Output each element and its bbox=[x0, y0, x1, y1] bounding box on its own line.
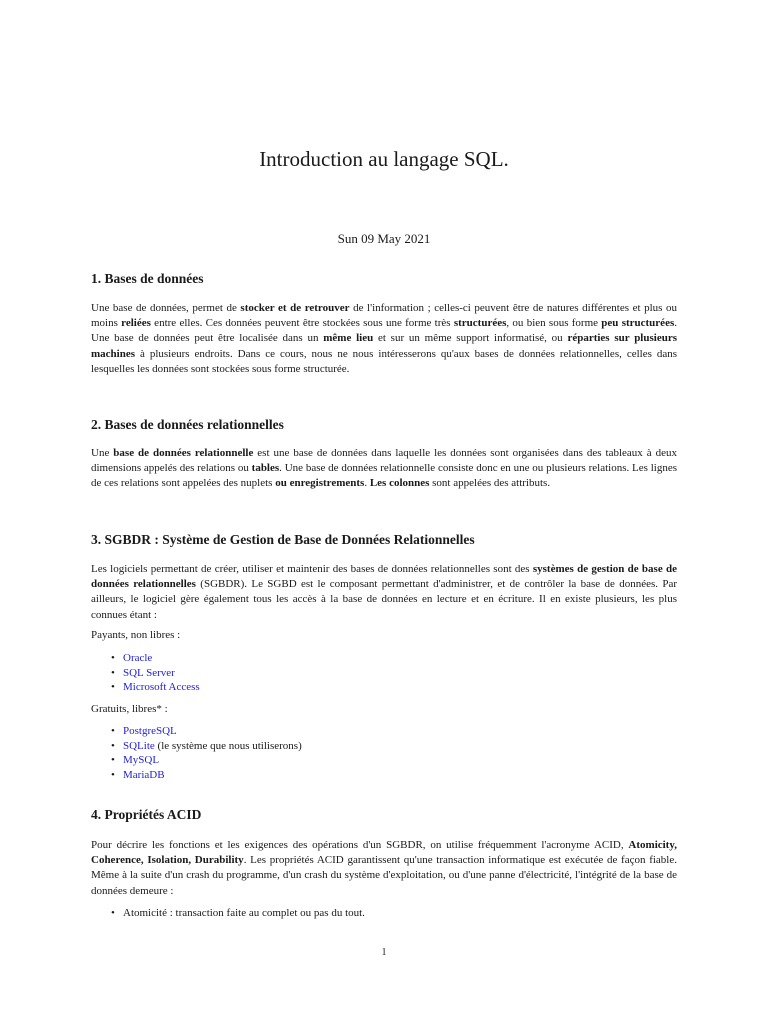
bold-text: ou enregistrements bbox=[275, 477, 365, 490]
list-item bbox=[91, 768, 677, 783]
bold-text: stocker et de retrouver bbox=[240, 302, 350, 314]
bullet-icon: • bbox=[111, 666, 115, 679]
paid-label: Payants, non libres : bbox=[91, 629, 181, 641]
link-sql-server[interactable]: SQL Server bbox=[123, 666, 175, 679]
bold-text: Atomicity, Coherence, Isolation, Durability bbox=[91, 839, 677, 867]
text: , ou bien sous forme bbox=[506, 317, 602, 330]
section-3-heading: 3. SGBDR : Système de Gestion de Base de Données Relationnelles bbox=[91, 532, 475, 547]
link-sqlite[interactable]: SQLite bbox=[123, 739, 155, 752]
text: Une base de données, permet de bbox=[91, 302, 241, 314]
link-mariadb[interactable]: MariaDB bbox=[123, 768, 165, 781]
link-microsoft-access[interactable]: Microsoft Access bbox=[123, 681, 200, 693]
section-1-heading: 1. Bases de données bbox=[91, 271, 204, 286]
text: et sur un même support informatisé, ou bbox=[373, 332, 568, 345]
list-item bbox=[91, 753, 677, 768]
bold-text: reliées bbox=[121, 317, 151, 330]
list-item bbox=[91, 739, 677, 754]
text: entre elles. Ces données peuvent être stockées sous une forme très bbox=[150, 317, 454, 330]
bullet-icon: • bbox=[111, 754, 115, 766]
bullet-icon: • bbox=[111, 681, 115, 693]
link-mysql[interactable]: MySQL bbox=[123, 754, 160, 766]
paid-list bbox=[91, 651, 677, 695]
link-postgresql[interactable]: PostgreSQL bbox=[123, 725, 177, 737]
section-3-paragraph bbox=[91, 562, 677, 623]
text: Les logiciels permettant de créer, utiliser et maintenir des bases de données relationnelles sont des bbox=[91, 563, 533, 575]
bold-text: Les colonnes bbox=[369, 477, 430, 490]
bullet-icon: • bbox=[111, 768, 115, 781]
bullet-icon: • bbox=[111, 739, 115, 752]
link-oracle[interactable]: Oracle bbox=[123, 652, 153, 664]
text: (SGBDR). Le SGBD est le composant permettant d'administrer, et de contrôler la base de données. Par ailleurs, le logiciel gère également tous les accès à la base de données en lecture et en écriture. Il en existe plusieurs, les plus connues étant : bbox=[91, 578, 677, 621]
document-date: Sun 09 May 2021 bbox=[337, 231, 431, 246]
bold-text: réparties sur plusieurs machines bbox=[91, 332, 677, 360]
acid-list bbox=[91, 906, 677, 921]
section-4-paragraph bbox=[91, 838, 677, 899]
section-2-heading: 2. Bases de données relationnelles bbox=[91, 417, 284, 432]
text: sont appelées des attributs. bbox=[429, 477, 551, 490]
list-item bbox=[91, 680, 677, 695]
text: est une base de données dans laquelle les données sont organisées dans des tableaux à deux dimensions appelés des relations ou bbox=[91, 447, 677, 475]
page-number: 1 bbox=[381, 947, 387, 958]
bold-text: même lieu bbox=[323, 332, 374, 345]
bold-text: tables bbox=[251, 462, 280, 475]
list-item bbox=[91, 906, 677, 921]
list-item bbox=[91, 651, 677, 666]
bold-text: systèmes de gestion de base de données relationnelles bbox=[91, 563, 677, 591]
bullet-icon: • bbox=[111, 652, 115, 664]
list-item bbox=[91, 724, 677, 739]
text: de l'information ; celles-ci peuvent être de natures différentes et plus ou moins bbox=[91, 302, 677, 330]
free-list bbox=[91, 724, 677, 782]
text: . bbox=[364, 477, 370, 490]
text: . Une base de données peut être localisée dans un bbox=[91, 317, 677, 345]
section-2-paragraph bbox=[91, 446, 677, 492]
list-item bbox=[91, 666, 677, 681]
text: à plusieurs endroits. Dans ce cours, nous ne nous intéresserons qu'aux bases de données relationnelles, celles dans lesquelles les données sont stockées sous forme structurée. bbox=[91, 347, 677, 375]
bold-text: structurées bbox=[453, 317, 507, 330]
text: . Une base de données relationnelle consiste donc en une ou plusieurs relations. Les lignes de ces relations sont appelées des nuplets bbox=[91, 462, 677, 490]
bold-text: peu structurées bbox=[601, 317, 675, 330]
text: . Les propriétés ACID garantissent qu'une transaction informatique est exécutée de façon fiable. Même à la suite d'un crash du programme, d'un crash du système d'exploitation, ou d'une panne d'électricité, l'intégrité de la base de données demeure : bbox=[91, 854, 677, 897]
bold-text: base de données relationnelle bbox=[113, 447, 254, 459]
list-item-text: Atomicité : transaction faite au complet ou pas du tout. bbox=[123, 907, 365, 919]
section-1-paragraph bbox=[91, 301, 677, 377]
document-title: Introduction au langage SQL. bbox=[259, 147, 509, 171]
section-4-heading: 4. Propriétés ACID bbox=[91, 807, 202, 822]
bullet-icon: • bbox=[111, 725, 115, 737]
list-item-note: (le système que nous utiliserons) bbox=[154, 739, 302, 752]
bullet-icon: • bbox=[111, 907, 115, 919]
text: Une bbox=[91, 447, 114, 459]
free-label: Gratuits, libres* : bbox=[91, 703, 168, 715]
text: Pour décrire les fonctions et les exigences des opérations d'un SGBDR, on utilise fréquemment l'acronyme ACID, bbox=[91, 839, 629, 851]
